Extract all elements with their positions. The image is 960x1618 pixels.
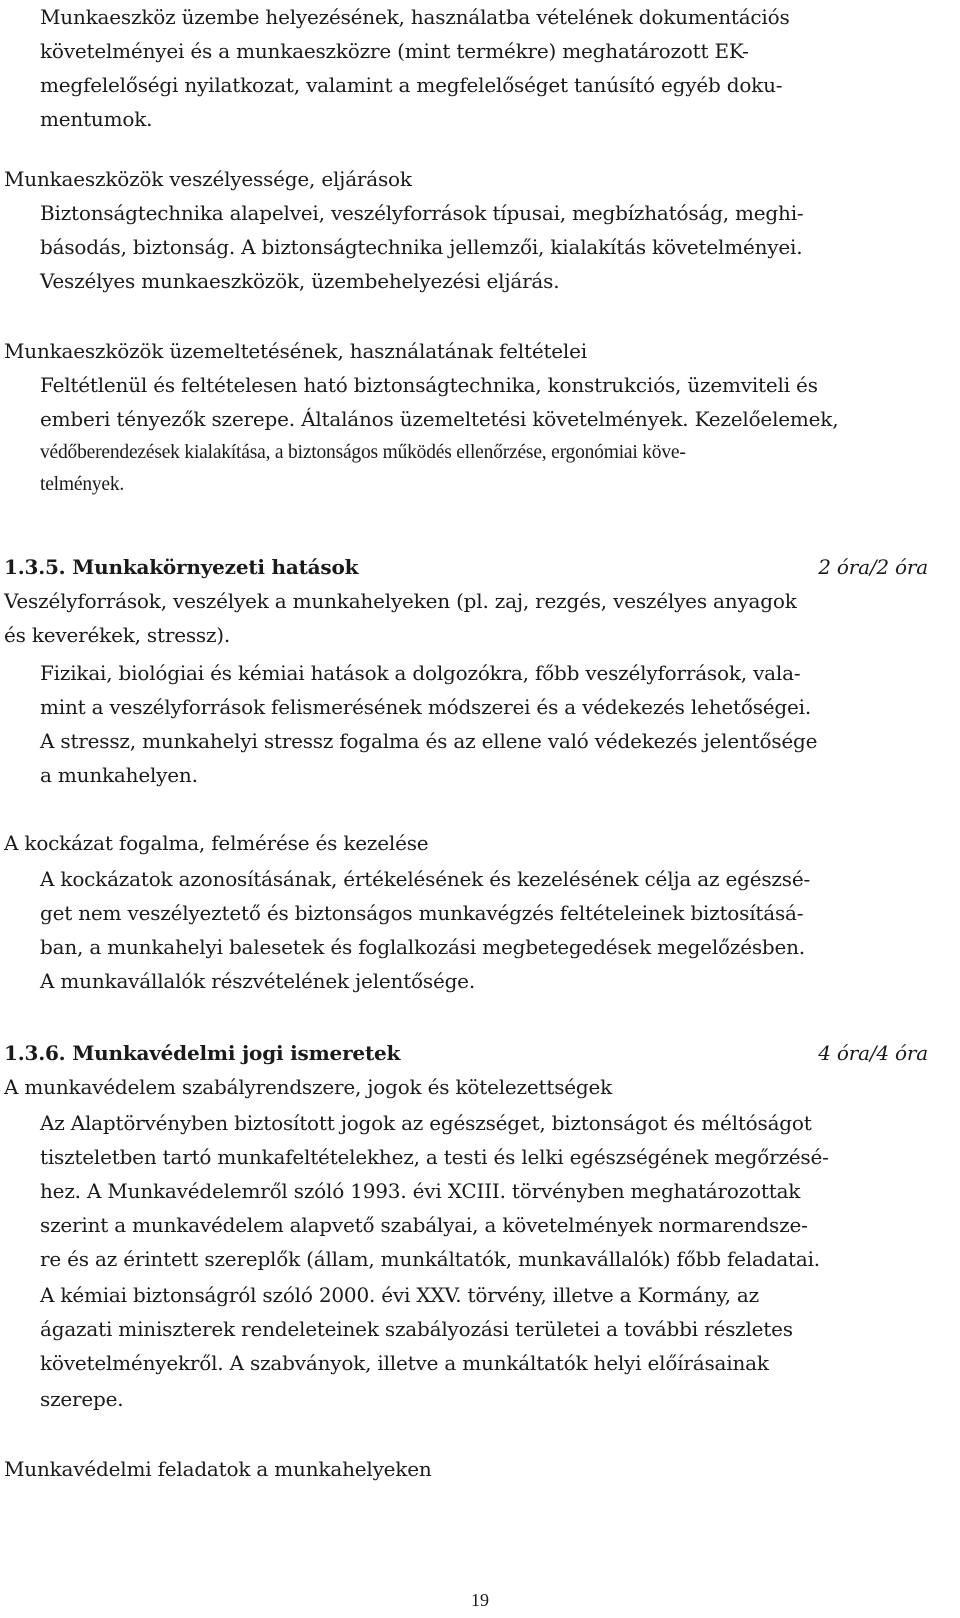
subsection-title: Munkaeszközök veszélyessége, eljárások xyxy=(4,167,412,191)
section-title: 1.3.6. Munkavédelmi jogi ismeretek xyxy=(4,1041,401,1065)
subsection-title: Munkavédelmi feladatok a munkahelyeken xyxy=(4,1457,432,1481)
paragraph-line: emberi tényezők szerepe. Általános üzemeltetési követelmények. Kezelőelemek, xyxy=(40,407,839,431)
section-heading xyxy=(4,1036,928,1070)
paragraph-line: ban, a munkahelyi balesetek és foglalkozási megbetegedések megelőzésben. xyxy=(40,935,805,959)
paragraph-line: A stressz, munkahelyi stressz fogalma és az ellene való védekezés jelentősége xyxy=(40,729,818,753)
paragraph-line: követelményekről. A szabványok, illetve a munkáltatók helyi előírásainak xyxy=(40,1351,769,1375)
subsection-title: A munkavédelem szabályrendszere, jogok és kötelezettségek xyxy=(4,1075,613,1099)
paragraph-line: szerint a munkavédelem alapvető szabályai, a követelmények normarendsze- xyxy=(40,1213,808,1237)
paragraph-line: szerepe. xyxy=(40,1387,124,1411)
paragraph-line: mentumok. xyxy=(40,107,153,131)
paragraph-line: megfelelőségi nyilatkozat, valamint a megfelelőséget tanúsító egyéb doku- xyxy=(40,73,783,97)
paragraph-line: és keverékek, stressz). xyxy=(4,623,231,647)
paragraph-line: Az Alaptörvényben biztosított jogok az egészséget, biztonságot és méltóságot xyxy=(40,1111,812,1135)
paragraph-line: Feltétlenül és feltételesen ható biztonságtechnika, konstrukciós, üzemviteli és xyxy=(40,373,818,397)
paragraph-line: követelményei és a munkaeszközre (mint termékre) meghatározott EK- xyxy=(40,39,749,63)
paragraph-line: Fizikai, biológiai és kémiai hatások a dolgozókra, főbb veszélyforrások, vala- xyxy=(40,661,801,685)
section-heading xyxy=(4,550,928,584)
paragraph-line: tiszteletben tartó munkafeltételekhez, a testi és lelki egészségének megőrzésé- xyxy=(40,1145,829,1169)
paragraph-line: get nem veszélyeztető és biztonságos munkavégzés feltételeinek biztosításá- xyxy=(40,901,804,925)
paragraph-line: védőberendezések kialakítása, a biztonságos működés ellenőrzése, ergonómiai köve- xyxy=(40,442,686,463)
paragraph-line: a munkahelyen. xyxy=(40,763,198,787)
paragraph-line: ágazati miniszterek rendeleteinek szabályozási területei a további részletes xyxy=(40,1317,793,1341)
paragraph-line: básodás, biztonság. A biztonságtechnika jellemzői, kialakítás követelményei. xyxy=(40,235,803,259)
subsection-title: A kockázat fogalma, felmérése és kezelése xyxy=(4,831,429,855)
paragraph-line: hez. A Munkavédelemről szóló 1993. évi XCIII. törvényben meghatározottak xyxy=(40,1179,801,1203)
section-hours: 4 óra/4 óra xyxy=(818,1041,928,1065)
paragraph-line: A munkavállalók részvételének jelentősége. xyxy=(40,969,475,993)
paragraph-line: A kémiai biztonságról szóló 2000. évi XXV. törvény, illetve a Kormány, az xyxy=(40,1283,759,1307)
subsection-title: Munkaeszközök üzemeltetésének, használatának feltételei xyxy=(4,339,587,363)
paragraph-line: Veszélyforrások, veszélyek a munkahelyeken (pl. zaj, rezgés, veszélyes anyagok xyxy=(4,589,797,613)
paragraph-line: A kockázatok azonosításának, értékelésének és kezelésének célja az egészsé- xyxy=(40,867,811,891)
section-hours: 2 óra/2 óra xyxy=(818,555,928,579)
page-number: 19 xyxy=(471,1590,489,1610)
paragraph-line: re és az érintett szereplők (állam, munkáltatók, munkavállalók) főbb feladatai. xyxy=(40,1247,820,1271)
paragraph-line: Munkaeszköz üzembe helyezésének, használatba vételének dokumentációs xyxy=(40,5,790,29)
paragraph-line: Biztonságtechnika alapelvei, veszélyforrások típusai, megbízhatóság, meghi- xyxy=(40,201,804,225)
paragraph-line: mint a veszélyforrások felismerésének módszerei és a védekezés lehetőségei. xyxy=(40,695,812,719)
section-title: 1.3.5. Munkakörnyezeti hatások xyxy=(4,555,359,579)
paragraph-line: Veszélyes munkaeszközök, üzembehelyezési eljárás. xyxy=(40,269,560,293)
paragraph-line: telmények. xyxy=(40,474,125,495)
